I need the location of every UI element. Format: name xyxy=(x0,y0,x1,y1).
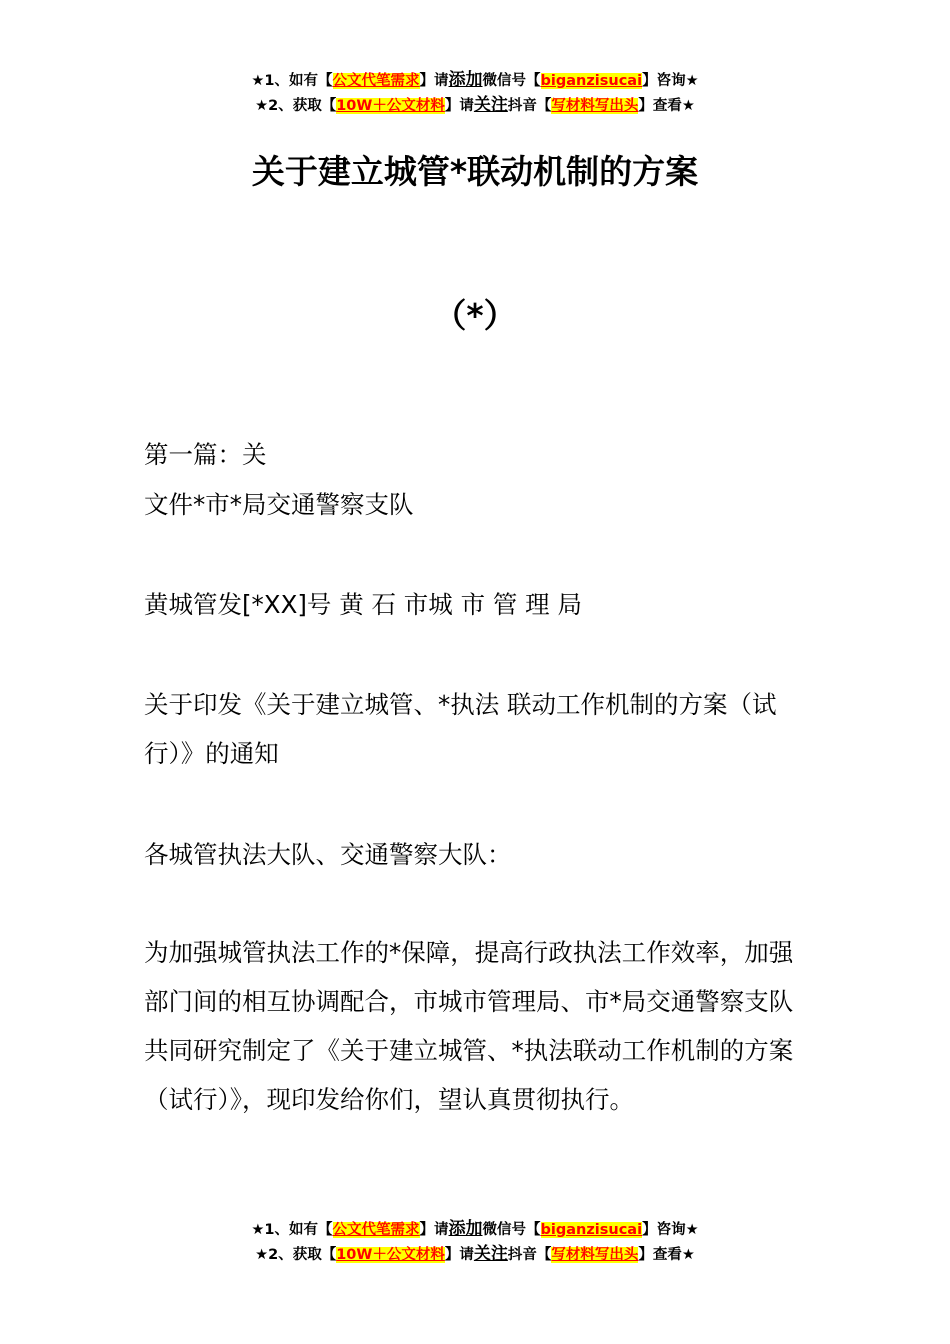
body-paragraph-3: 黄城管发[*XX]号 黄 石 市城 市 管 理 局 xyxy=(144,590,582,619)
banner-text: ★2、获取【 xyxy=(255,98,337,114)
banner-text: 抖音【 xyxy=(507,1247,552,1263)
body-paragraph-2: 文件*市*局交通警察支队 xyxy=(144,490,414,519)
banner-text: 微信号【 xyxy=(482,73,541,89)
banner-text: 】咨询★ xyxy=(642,73,699,89)
banner-emphasis: 关注 xyxy=(473,1244,508,1264)
body-paragraph-1: 第一篇：关 xyxy=(144,440,267,469)
body-paragraph-6: 为加强城管执法工作的*保障，提高行政执法工作效率，加强部门间的相互协调配合，市城市管理局、市*局交通警察支队共同研究制定了《关于建立城管、*执法联动工作机制的方案（试行）》，现印发给你们，望认真贯彻执行。 xyxy=(144,938,794,1114)
banner-text: ★2、获取【 xyxy=(255,1247,337,1263)
banner-highlight: 公文代笔需求 xyxy=(332,73,420,89)
douyin-highlight: 写材料写出头 xyxy=(551,1247,639,1263)
bottom-banner-line-1 xyxy=(0,1217,950,1242)
wechat-id-highlight: biganzisucai xyxy=(540,1222,643,1238)
banner-text: ★1、如有【 xyxy=(251,1222,333,1238)
banner-text: 】请 xyxy=(444,1247,474,1263)
banner-emphasis: 关注 xyxy=(473,95,508,115)
banner-emphasis: 添加 xyxy=(448,70,483,90)
banner-text: 】请 xyxy=(444,98,474,114)
banner-text: 微信号【 xyxy=(482,1222,541,1238)
top-banner-line-2 xyxy=(0,93,950,118)
banner-text: 】查看★ xyxy=(638,98,695,114)
banner-text: 】查看★ xyxy=(638,1247,695,1263)
banner-highlight: 10W＋公文材料 xyxy=(336,98,445,114)
banner-text: 】咨询★ xyxy=(642,1222,699,1238)
douyin-highlight: 写材料写出头 xyxy=(551,98,639,114)
body-paragraph-5: 各城管执法大队、交通警察大队： xyxy=(144,840,512,869)
banner-highlight: 公文代笔需求 xyxy=(332,1222,420,1238)
top-banner xyxy=(0,68,950,118)
bottom-banner xyxy=(0,1217,950,1267)
banner-highlight: 10W＋公文材料 xyxy=(336,1247,445,1263)
banner-emphasis: 添加 xyxy=(448,1219,483,1239)
bottom-banner-line-2 xyxy=(0,1242,950,1267)
banner-text: 抖音【 xyxy=(507,98,552,114)
document-subtitle: （*） xyxy=(433,296,517,335)
top-banner-line-1 xyxy=(0,68,950,93)
banner-text: ★1、如有【 xyxy=(251,73,333,89)
body-paragraph-4: 关于印发《关于建立城管、*执法 联动工作机制的方案（试行）》的通知 xyxy=(144,690,777,768)
document-title: 关于建立城管*联动机制的方案 xyxy=(251,152,699,191)
wechat-id-highlight: biganzisucai xyxy=(540,73,643,89)
banner-text: 】请 xyxy=(419,73,449,89)
banner-text: 】请 xyxy=(419,1222,449,1238)
